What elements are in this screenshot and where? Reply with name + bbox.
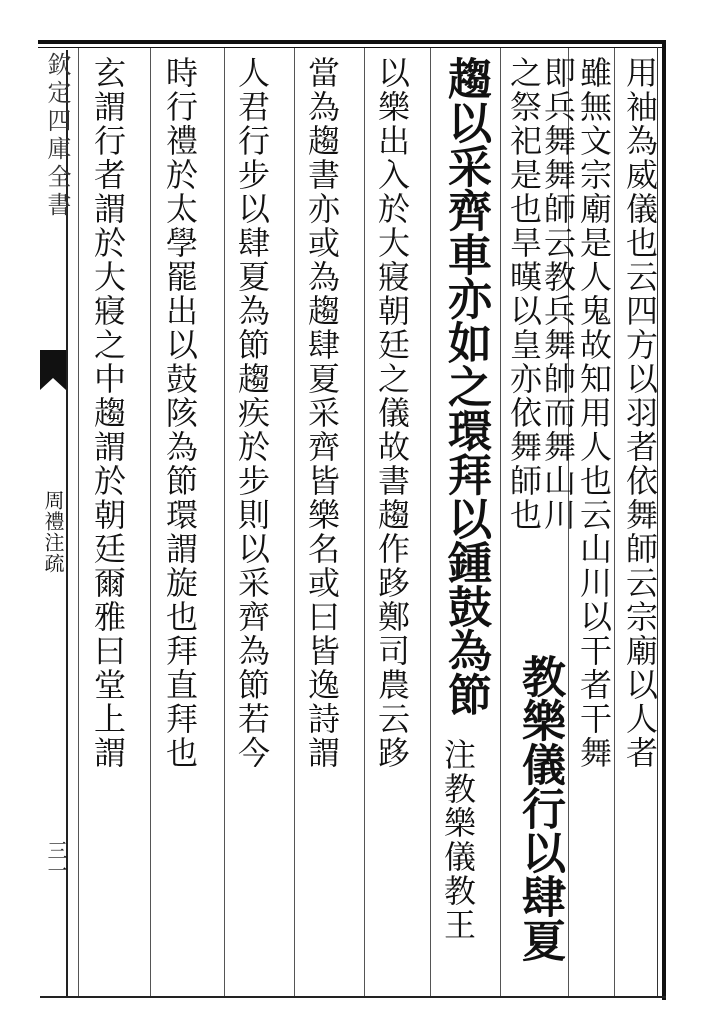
bottom-border-rule [40, 996, 666, 998]
column-divider [364, 48, 365, 996]
top-border-rule [38, 40, 666, 44]
text-column-4: 之祭祀是也旱暵以皇亦依舞師也 [505, 56, 543, 532]
column-divider [500, 48, 501, 996]
text-column-8: 人君行步以肆夏為節趨疾於步則以采齊為節若今 [233, 56, 271, 770]
text-column-1: 用袖為威儀也云四方以羽者依舞師云宗廟以人者 [621, 56, 659, 770]
text-column-2: 雖無文宗廟是人鬼故知用人也云山川以干者干舞 [575, 56, 613, 770]
text-column-10: 玄謂行者謂於大寢之中趨謂於朝廷爾雅曰堂上謂 [89, 56, 127, 770]
column-divider [294, 48, 295, 996]
right-border-rule [662, 40, 666, 1000]
page-number: 三一 [44, 840, 68, 880]
column-divider [224, 48, 225, 996]
column-divider [430, 48, 431, 996]
text-column-5-heading: 趨以采齊車亦如之環拜以鍾鼓為節 [440, 56, 491, 716]
book-title: 周禮注疏 [41, 490, 65, 574]
text-column-3: 即兵舞舞師云教兵舞帥而舞山川 [539, 56, 577, 532]
text-column-5-note: 注教樂儀教王 [439, 738, 477, 942]
text-column-9: 時行禮於太學罷出以鼓陔為節環謂旋也拜直拜也 [161, 56, 199, 770]
page-margin-column [36, 50, 71, 996]
column-divider [150, 48, 151, 996]
text-column-3-heading: 教樂儀行以肆夏 [514, 654, 565, 962]
top-border-inner-rule [38, 47, 666, 48]
text-column-7: 當為趨書亦或為趨肆夏采齊皆樂名或曰皆逸詩謂 [303, 56, 341, 770]
column-divider [78, 48, 79, 996]
fish-tail-mark [40, 350, 66, 390]
margin-header-text: 欽定四庫全書 [43, 52, 71, 220]
text-column-6: 以樂出入於大寢朝廷之儀故書趨作跢鄭司農云跢 [373, 56, 411, 770]
